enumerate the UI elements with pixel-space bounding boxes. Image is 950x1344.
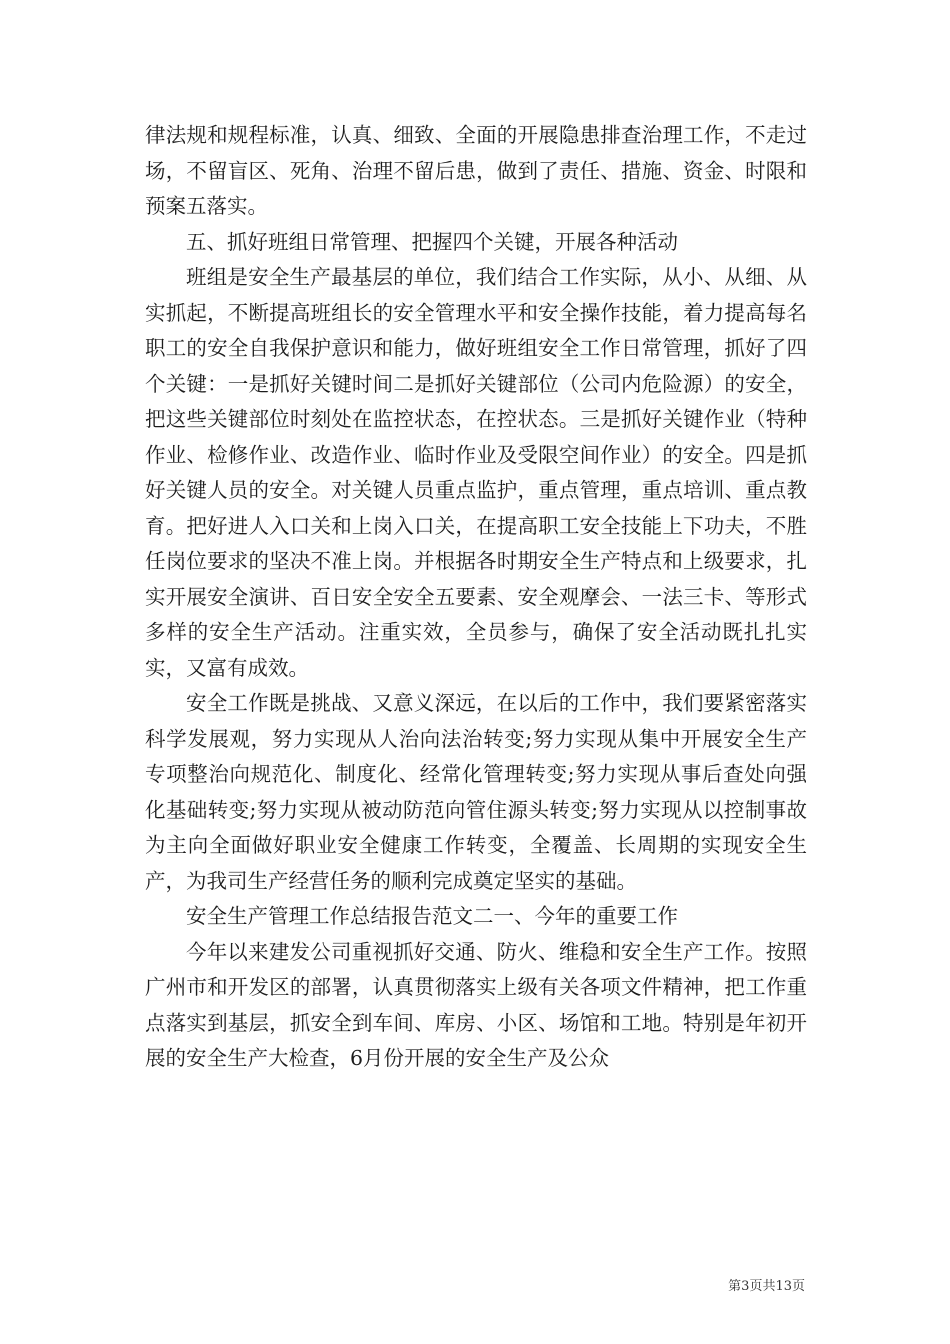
paragraph-continuation: 律法规和规程标准，认真、细致、全面的开展隐患排查治理工作，不走过场，不留盲区、死角、治理不留后患，做到了责任、措施、资金、时限和预案五落实。 [145, 123, 807, 218]
page-number-footer [728, 1275, 805, 1294]
section-heading-report-two: 安全生产管理工作总结报告范文二一、今年的重要工作 [186, 904, 678, 928]
document-body [145, 118, 807, 1077]
section-heading-five: 五、抓好班组日常管理、把握四个关键，开展各种活动 [186, 229, 678, 254]
page-number-label: 第3页共13页 [728, 1279, 805, 1294]
paragraph-team-management: 班组是安全生产最基层的单位，我们结合工作实际，从小、从细、从实抓起，不断提高班组长的安全管理水平和安全操作技能，着力提高每名职工的安全自我保护意识和能力，做好班组安全工作日常管理，抓好了四个关键：一是抓好关键时间二是抓好关键部位（公司内危险源）的安全，把这些关键部位时刻处在监控状态，在控状态。三是抓好关键作业（特种作业、检修作业、改造作业、临时作业及受限空间作业）的安全。四是抓好关键人员的安全。对关键人员重点监护，重点管理，重点培训、重点教育。把好进人入口关和上岗入口关，在提高职工安全技能上下功夫，不胜任岗位要求的坚决不准上岗。并根据各时期安全生产特点和上级要求，扎实开展安全演讲、百日安全安全五要素、安全观摩会、一法三卡、等形式多样的安全生产活动。注重实效，全员参与，确保了安全活动既扎扎实实，又富有成效。 [145, 265, 807, 680]
paragraph-future-work: 安全工作既是挑战、又意义深远，在以后的工作中，我们要紧密落实科学发展观，努力实现从人治向法治转变;努力实现从集中开展安全生产专项整治向规范化、制度化、经常化管理转变;努力实现从事后查处向强化基础转变;努力实现从被动防范向管住源头转变;努力实现从以控制事故为主向全面做好职业安全健康工作转变，全覆盖、长周期的实现安全生产，为我司生产经营任务的顺利完成奠定坚实的基础。 [145, 691, 807, 893]
paragraph-this-year: 今年以来建发公司重视抓好交通、防火、维稳和安全生产工作。按照广州市和开发区的部署，认真贯彻落实上级有关各项文件精神，把工作重点落实到基层，抓安全到车间、库房、小区、场馆和工地。特别是年初开展的安全生产大检查，6月份开展的安全生产及公众 [145, 939, 807, 1070]
